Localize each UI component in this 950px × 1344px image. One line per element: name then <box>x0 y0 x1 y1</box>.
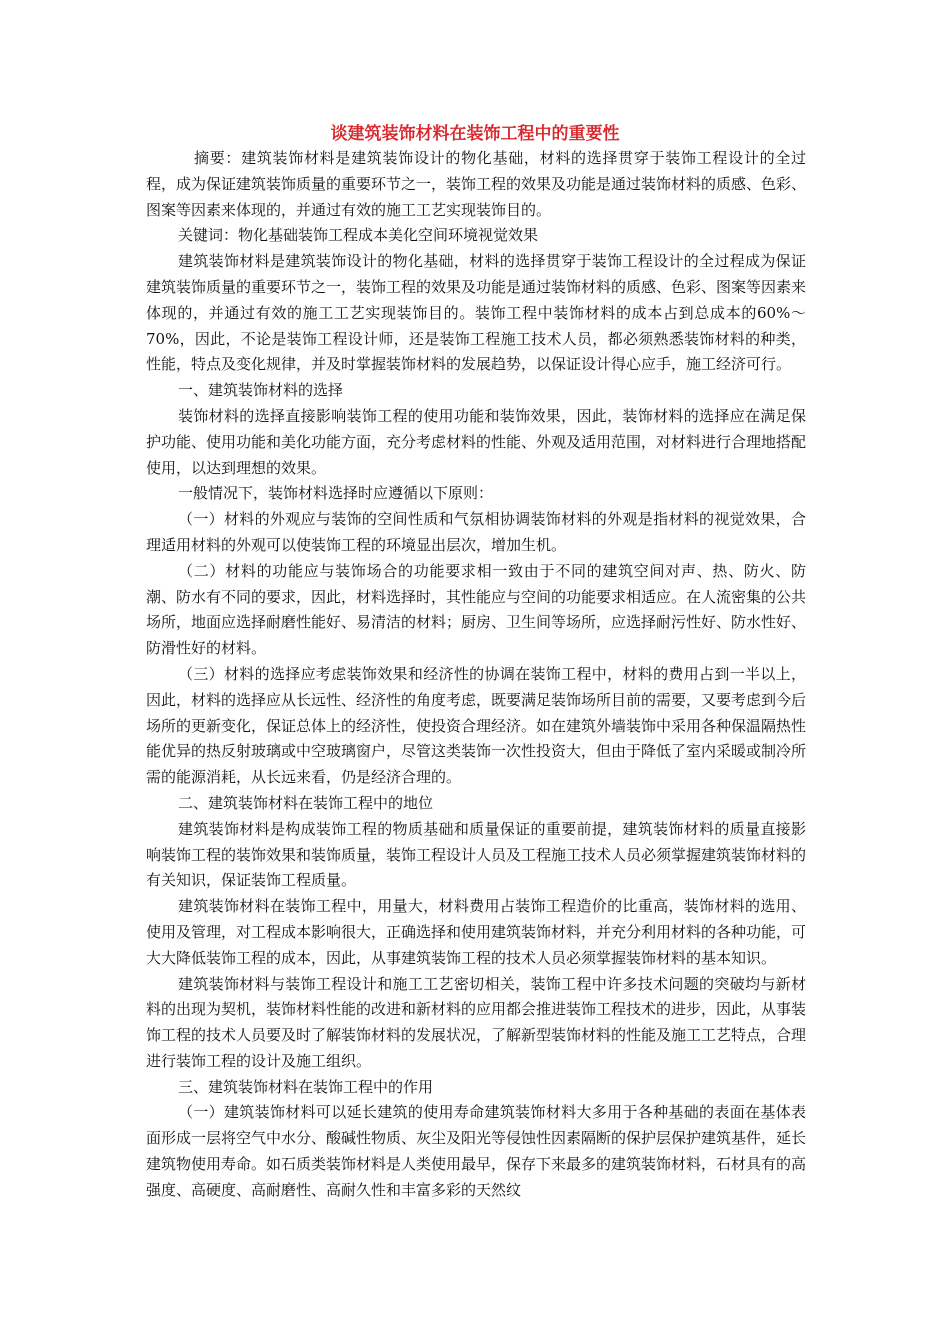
body-paragraph: （一）材料的外观应与装饰的空间性质和气氛相协调装饰材料的外观是指材料的视觉效果，合理适用材料的外观可以使装饰工程的环境显出层次，增加生机。 <box>146 510 806 554</box>
body-paragraph: 建筑装饰材料是建筑装饰设计的物化基础，材料的选择贯穿于装饰工程设计的全过程成为保证建筑装饰质量的重要环节之一，装饰工程的效果及功能是通过装饰材料的质感、色彩、图案等因素来体现的，并通过有效的施工工艺实现装饰目的。装饰工程中装饰材料的成本占到总成本的60%～70%，因此，不论是装饰工程设计师，还是装饰工程施工技术人员，都必须熟悉装饰材料的种类，性能，特点及变化规律，并及时掌握装饰材料的发展趋势，以保证设计得心应手，施工经济可行。 <box>146 252 807 374</box>
body-paragraph: 建筑装饰材料与装饰工程设计和施工工艺密切相关，装饰工程中许多技术问题的突破均与新材料的出现为契机，装饰材料性能的改进和新材料的应用都会推进装饰工程技术的进步，因此，从事装饰工程的技术人员要及时了解装饰材料的发展状况，了解新型装饰材料的性能及施工工艺特点，合理进行装饰工程的设计及施工组织。 <box>146 974 807 1070</box>
abstract-paragraph: 摘要：建筑装饰材料是建筑装饰设计的物化基础，材料的选择贯穿于装饰工程设计的全过程，成为保证建筑装饰质量的重要环节之一，装饰工程的效果及功能是通过装饰材料的质感、色彩、图案等因素来体现的，并通过有效的施工工艺实现装饰目的。 <box>146 149 807 219</box>
body-paragraph: 建筑装饰材料是构成装饰工程的物质基础和质量保证的重要前提，建筑装饰材料的质量直接影响装饰工程的装饰效果和装饰质量，装饰工程设计人员及工程施工技术人员必须掌握建筑装饰材料的有关知识，保证装饰工程质量。 <box>146 819 807 890</box>
section-heading: 三、建筑装饰材料在装饰工程中的作用 <box>178 1077 434 1096</box>
keywords-paragraph: 关键词：物化基础装饰工程成本美化空间环境视觉效果 <box>178 226 539 245</box>
body-paragraph: （一）建筑装饰材料可以延长建筑的使用寿命建筑装饰材料大多用于各种基础的表面在基体表面形成一层将空气中水分、酸碱性物质、灰尘及阳光等侵蚀性因素隔断的保护层保护建筑基件，延长建筑物使用寿命。如石质类装饰材料是人类使用最早，保存下来最多的建筑装饰材料，石材具有的高强度、高硬度、高耐磨性、高耐久性和丰富多彩的天然纹 <box>146 1103 807 1199</box>
body-paragraph: 一般情况下，装饰材料选择时应遵循以下原则： <box>178 484 494 503</box>
document-title: 谈建筑装饰材料在装饰工程中的重要性 <box>330 124 620 144</box>
section-heading: 一、建筑装饰材料的选择 <box>178 381 344 400</box>
body-paragraph: 建筑装饰材料在装饰工程中，用量大，材料费用占装饰工程造价的比重高，装饰材料的选用、使用及管理，对工程成本影响很大，正确选择和使用建筑装饰材料，并充分利用材料的各种功能，可大大降低装饰工程的成本，因此，从事建筑装饰工程的技术人员必须掌握装饰材料的基本知识。 <box>146 897 807 967</box>
body-paragraph: 装饰材料的选择直接影响装饰工程的使用功能和装饰效果，因此，装饰材料的选择应在满足保护功能、使用功能和美化功能方面，充分考虑材料的性能、外观及适用范围，对材料进行合理地搭配使用，以达到理想的效果。 <box>146 406 807 477</box>
body-paragraph: （三）材料的选择应考虑装饰效果和经济性的协调在装饰工程中，材料的费用占到一半以上，因此，材料的选择应从长远性、经济性的角度考虑，既要满足装饰场所目前的需要，又要考虑到今后场所的更新变化，保证总体上的经济性，使投资合理经济。如在建筑外墙装饰中采用各种保温隔热性能优异的热反射玻璃或中空玻璃窗户，尽管这类装饰一次性投资大，但由于降低了室内采暖或制冷所需的能源消耗，从长远来看，仍是经济合理的。 <box>146 664 807 787</box>
body-paragraph: （二）材料的功能应与装饰场合的功能要求相一致由于不同的建筑空间对声、热、防火、防潮、防水有不同的要求，因此，材料选择时，其性能应与空间的功能要求相适应。在人流密集的公共场所，地面应选择耐磨性能好、易清洁的材料；厨房、卫生间等场所，应选择耐污性好、防水性好、防滑性好的材料。 <box>146 561 807 658</box>
section-heading: 二、建筑装饰材料在装饰工程中的地位 <box>178 793 434 812</box>
document-body <box>146 146 806 1204</box>
